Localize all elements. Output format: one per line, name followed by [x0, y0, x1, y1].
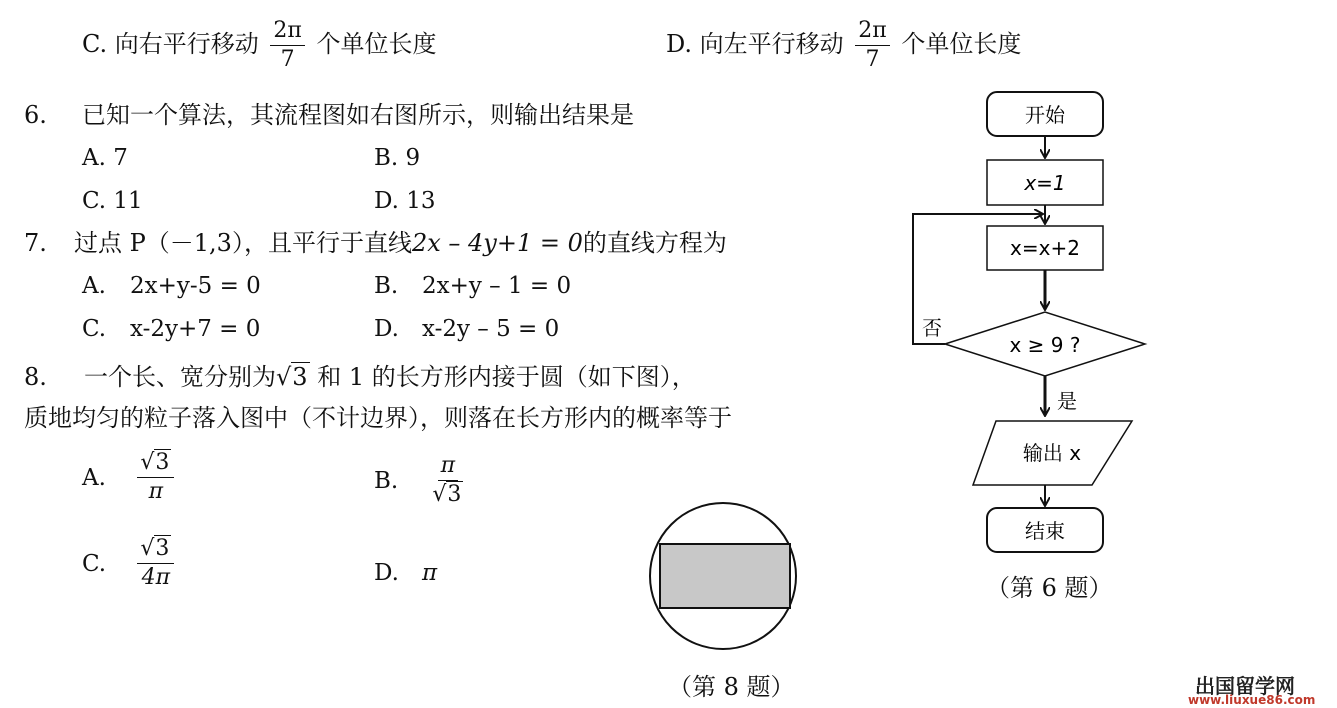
fraction-numerator: π [438, 455, 458, 481]
option-equation: x-2y – 5 = 0 [422, 316, 560, 342]
fraction-numerator: √3 [137, 538, 174, 564]
fraction-denominator: π [148, 479, 164, 504]
option-text: 向右平行移动 [114, 30, 259, 58]
option-letter: D. [666, 30, 693, 58]
question-text: 的直线方程为 [582, 229, 727, 257]
q8-option-c [82, 538, 178, 589]
q6-option-a: A. 7 [82, 145, 128, 171]
equation: 2x – 4y+1 = 0 [411, 229, 583, 257]
q7-option-d [374, 315, 559, 343]
q7-option-a [82, 272, 261, 300]
option-letter: C. [82, 30, 108, 58]
q7-stem [24, 228, 727, 258]
question-number: 8. [24, 363, 47, 391]
fraction [855, 20, 889, 71]
q8-option-d [374, 559, 437, 587]
option-equation: x-2y+7 = 0 [130, 316, 261, 342]
fraction [270, 20, 304, 71]
option-letter: D. [374, 560, 399, 586]
no-label: 否 [922, 316, 942, 340]
question-text: 已知一个算法，其流程图如右图所示，则输出结果是 [82, 101, 634, 129]
fraction-denominator: 7 [865, 47, 880, 72]
q5-option-c [82, 20, 437, 71]
option-letter: B. [374, 467, 399, 494]
watermark-title: 出国留学网 [1195, 674, 1295, 698]
q6-option-d: D. 13 [374, 188, 436, 214]
fraction-denominator: 7 [280, 47, 295, 72]
radicand: 3 [155, 450, 170, 475]
option-letter: A. [82, 464, 106, 491]
q8-option-b [374, 455, 470, 506]
q6-stem [24, 100, 634, 130]
q5-option-d [666, 20, 1021, 71]
option-letter: D. [374, 316, 399, 342]
option-letter: C. [82, 316, 107, 342]
inscribed-rectangle [660, 544, 790, 608]
update-label: x=x+2 [1010, 236, 1080, 260]
option-text: 个单位长度 [901, 30, 1022, 58]
flowchart-caption: （第 6 题） [986, 574, 1113, 602]
init-label: x=1 [1024, 171, 1066, 195]
q6-option-c: C. 11 [82, 188, 143, 214]
option-text: 个单位长度 [316, 30, 437, 58]
fraction [137, 538, 174, 589]
question-number: 7. [24, 229, 47, 257]
q8-figure [645, 498, 805, 658]
option-equation: 2x+y-5 = 0 [130, 273, 261, 299]
question-text: 一个长、宽分别为 [84, 363, 276, 391]
option-value: π [422, 560, 438, 586]
q7-option-b [374, 272, 571, 300]
radicand: 3 [447, 482, 462, 507]
fraction-denominator: √3 [432, 482, 462, 507]
fraction [429, 455, 466, 506]
q8-figure-caption: （第 8 题） [668, 673, 795, 701]
condition-label: x ≥ 9 ? [1009, 333, 1081, 357]
yes-label: 是 [1057, 389, 1077, 413]
q6-option-b: B. 9 [374, 145, 421, 171]
start-label: 开始 [1025, 103, 1065, 127]
end-label: 结束 [1025, 519, 1065, 543]
watermark-url: www.liuxue86.com [1188, 693, 1316, 707]
fraction-denominator: 4π [141, 565, 171, 590]
option-letter: A. [82, 273, 106, 299]
radicand: 3 [155, 536, 170, 561]
q7-option-c [82, 315, 260, 343]
fraction-numerator: 2π [270, 20, 304, 46]
option-equation: 2x+y – 1 = 0 [422, 273, 572, 299]
question-text: 和 1 的长方形内接于圆（如下图）， [317, 363, 696, 391]
fraction-numerator: 2π [855, 20, 889, 46]
radicand: 3 [292, 363, 308, 391]
option-letter: B. [374, 273, 399, 299]
question-number: 6. [24, 101, 47, 129]
sqrt-symbol: √3 [276, 363, 308, 391]
question-text: 过点 P（－1,3），且平行于直线 [74, 229, 412, 257]
fraction [137, 452, 174, 503]
fraction-numerator: √3 [137, 452, 174, 478]
flowchart [900, 85, 1160, 565]
q8-stem-line1 [24, 362, 696, 392]
output-label: 输出 x [1022, 441, 1082, 465]
q8-stem-line2: 质地均匀的粒子落入图中（不计边界），则落在长方形内的概率等于 [24, 404, 732, 432]
option-letter: C. [82, 550, 107, 577]
option-text: 向左平行移动 [699, 30, 844, 58]
q8-option-a [82, 452, 178, 503]
